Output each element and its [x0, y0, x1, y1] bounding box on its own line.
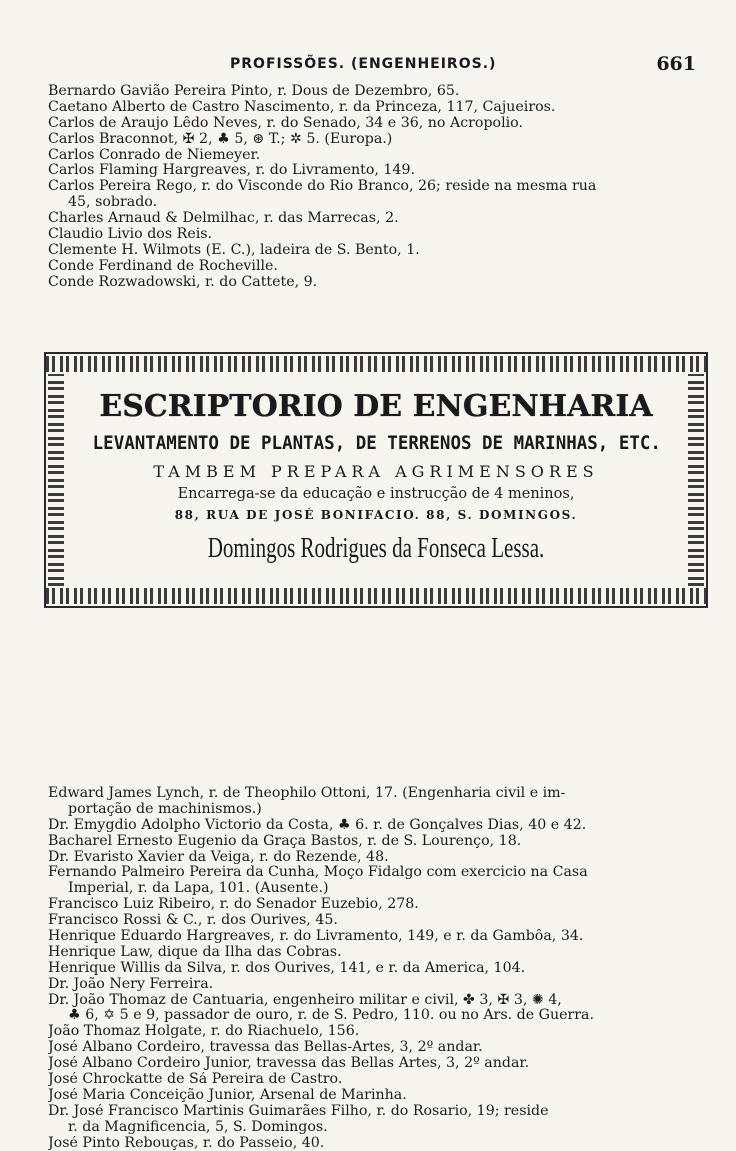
advert-address: 88, RUA DE JOSÉ BONIFACIO. 88, S. DOMINGOS.: [174, 508, 578, 522]
entry-line: Conde Ferdinand de Rocheville.: [48, 258, 278, 274]
advert-content: [68, 376, 684, 584]
entry-line: Carlos Conrado de Niemeyer.: [48, 147, 261, 163]
entry-line: Dr. José Francisco Martinis Guimarães Filho, r. do Rosario, 19; reside: [48, 1103, 549, 1119]
entry-line: Dr. Evaristo Xavier da Veiga, r. do Rezende, 48.: [48, 849, 389, 865]
page-header: [0, 53, 736, 80]
entry-line: portação de machinismos.): [68, 801, 262, 817]
entry-line: Henrique Law, dique da Ilha das Cobras.: [48, 944, 342, 960]
ornamental-border-top: [46, 356, 706, 372]
entry-line: Carlos Pereira Rego, r. do Visconde do Rio Branco, 26; reside na mesma rua: [48, 179, 597, 195]
entry-line: Dr. João Nery Ferreira.: [48, 976, 214, 992]
entry-line: Dr. João Thomaz de Cantuaria, engenheiro militar e civil, ✤ 3, ✠ 3, ✺ 4,: [48, 992, 562, 1008]
entry-line: Francisco Luiz Ribeiro, r. do Senador Euzebio, 278.: [48, 897, 419, 913]
entry-line: Fernando Palmeiro Pereira da Cunha, Moço Fidalgo com exercicio na Casa: [48, 865, 588, 881]
advert-proprietor: Domingos Rodrigues da Fonseca Lessa.: [207, 533, 545, 564]
entry-line: Carlos Flaming Hargreaves, r. do Livramento, 149.: [48, 163, 415, 179]
advert-services: TAMBEM PREPARA AGRIMENSORES: [153, 462, 599, 481]
page-number: 661: [656, 53, 696, 75]
entry-line: João Thomaz Holgate, r. do Riachuelo, 156.: [48, 1024, 360, 1040]
entry-line: Francisco Rossi & C., r. dos Ourives, 45.: [48, 913, 338, 929]
entry-line: Charles Arnaud & Delmilhac, r. das Marrecas, 2.: [48, 211, 399, 227]
ornamental-border-left: [48, 374, 64, 586]
ornamental-border-bottom: [46, 588, 706, 604]
entry-line: Dr. Emygdio Adolpho Victorio da Costa, ♣ 6. r. de Gonçalves Dias, 40 e 42.: [48, 817, 587, 833]
ornamental-border-right: [688, 374, 704, 586]
entry-list-top: [48, 84, 698, 291]
entry-line: 45, sobrado.: [68, 195, 158, 211]
entry-line: Conde Rozwadowski, r. do Cattete, 9.: [48, 274, 318, 290]
entry-line: Clemente H. Wilmots (E. C.), ladeira de S. Bento, 1.: [48, 242, 420, 258]
entry-line: Edward James Lynch, r. de Theophilo Ottoni, 17. (Engenharia civil e im-: [48, 786, 566, 801]
entry-line: Bacharel Ernesto Eugenio da Graça Bastos, r. de S. Lourenço, 18.: [48, 833, 522, 849]
entry-list-bottom: [48, 786, 698, 1151]
entry-line: Caetano Alberto de Castro Nascimento, r. da Princeza, 117, Cajueiros.: [48, 99, 556, 115]
entry-line: José Chrockatte de Sá Pereira de Castro.: [48, 1072, 343, 1088]
entry-line: Bernardo Gavião Pereira Pinto, r. Dous de Dezembro, 65.: [48, 84, 460, 99]
entry-line: Carlos Braconnot, ✠ 2, ♣ 5, ⊛ T.; ✲ 5. (Europa.): [48, 131, 393, 147]
entry-line: Claudio Livio dos Reis.: [48, 227, 213, 243]
entry-line: Henrique Willis da Silva, r. dos Ourives, 141, e r. da America, 104.: [48, 960, 526, 976]
entry-line: Henrique Eduardo Hargreaves, r. do Livramento, 149, e r. da Gambôa, 34.: [48, 929, 584, 945]
engineering-office-advert: [44, 352, 708, 608]
running-head: PROFISSÕES. (ENGENHEIROS.): [230, 56, 497, 72]
entry-line: Imperial, r. da Lapa, 101. (Ausente.): [68, 881, 329, 897]
advert-education: Encarrega-se da educação e instrucção de 4 meninos,: [177, 486, 575, 502]
advert-subtitle: LEVANTAMENTO DE PLANTAS, DE TERRENOS DE MARINHAS, ETC.: [92, 432, 661, 454]
advert-title: ESCRIPTORIO DE ENGENHARIA: [99, 389, 653, 424]
entry-line: ♣ 6, ✡ 5 e 9, passador de ouro, r. de S. Pedro, 110. ou no Ars. de Guerra.: [68, 1008, 595, 1024]
entry-line: r. da Magnificencia, 5, S. Domingos.: [68, 1119, 328, 1135]
entry-line: José Albano Cordeiro, travessa das Bellas-Artes, 3, 2º andar.: [48, 1040, 483, 1056]
entry-line: José Pinto Rebouças, r. do Passeio, 40.: [48, 1135, 325, 1151]
entry-line: José Albano Cordeiro Junior, travessa das Bellas Artes, 3, 2º andar.: [48, 1056, 530, 1072]
entry-line: José Maria Conceição Junior, Arsenal de Marinha.: [48, 1087, 407, 1103]
entry-line: Carlos de Araujo Lêdo Neves, r. do Senado, 34 e 36, no Acropolio.: [48, 115, 523, 131]
